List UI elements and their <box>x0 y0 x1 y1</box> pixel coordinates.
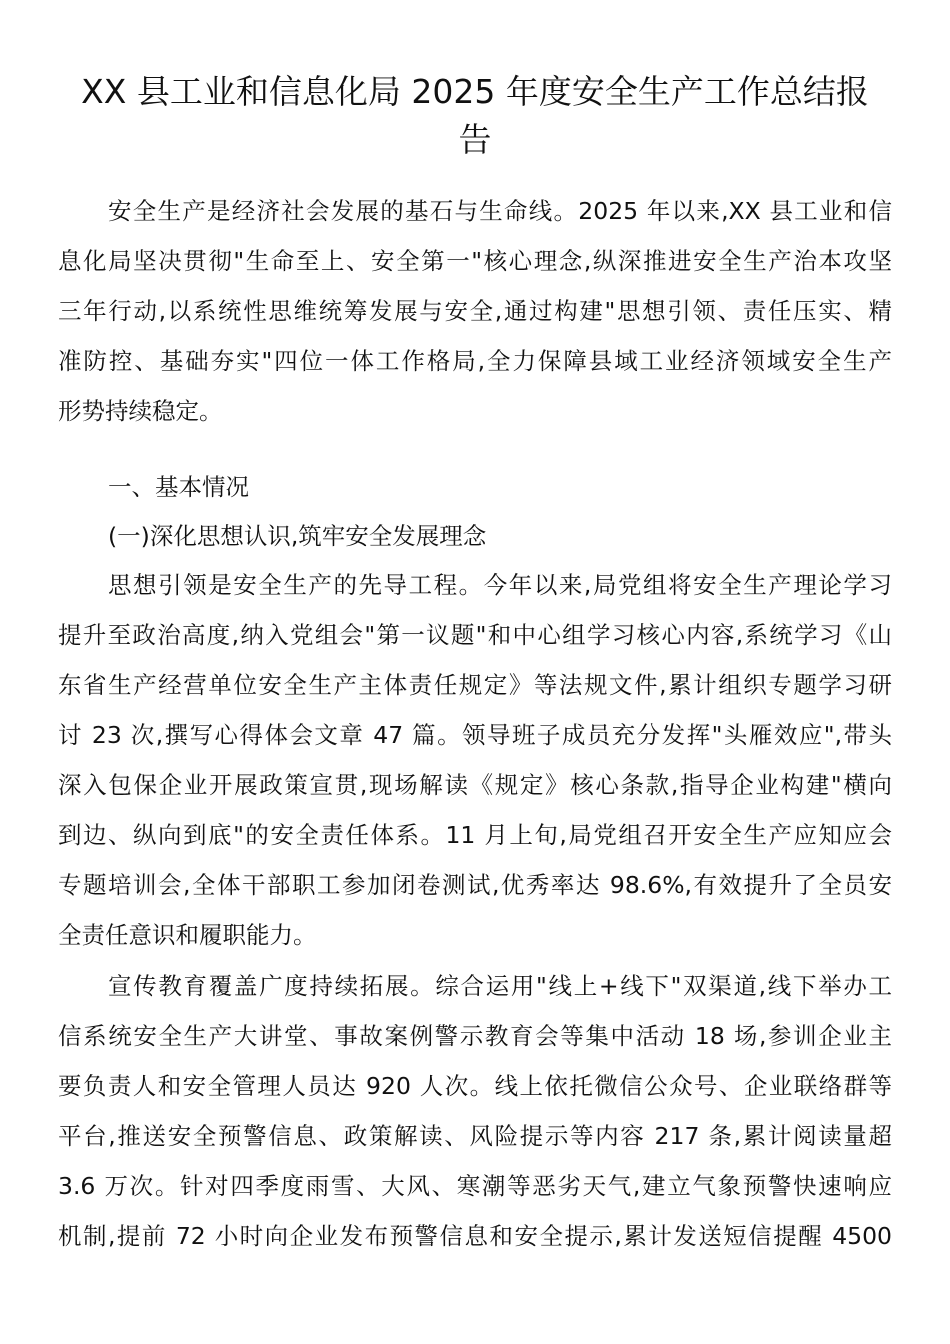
document-title-line-2: 告 <box>458 120 492 159</box>
intro-line: 安全生产是经济社会发展的基石与生命线。2025 年以来,XX 县工业和信 <box>108 197 892 225</box>
paragraph-line: 宣传教育覆盖广度持续拓展。综合运用"线上+线下"双渠道,线下举办工 <box>108 972 892 1000</box>
paragraph-line: 机制,提前 72 小时向企业发布预警信息和安全提示,累计发送短信提醒 4500 <box>58 1222 892 1250</box>
paragraph-line: 东省生产经营单位安全生产主体责任规定》等法规文件,累计组织专题学习研 <box>58 671 892 699</box>
paragraph-line: 提升至政治高度,纳入党组会"第一议题"和中心组学习核心内容,系统学习《山 <box>58 621 892 649</box>
paragraph-line: 要负责人和安全管理人员达 920 人次。线上依托微信公众号、企业联络群等 <box>58 1072 892 1100</box>
intro-line: 三年行动,以系统性思维统筹发展与安全,通过构建"思想引领、责任压实、精 <box>58 297 892 325</box>
paragraph-line: 讨 23 次,撰写心得体会文章 47 篇。领导班子成员充分发挥"头雁效应",带头 <box>58 721 892 749</box>
paragraph-line: 平台,推送安全预警信息、政策解读、风险提示等内容 217 条,累计阅读量超 <box>58 1122 892 1150</box>
intro-line: 息化局坚决贯彻"生命至上、安全第一"核心理念,纵深推进安全生产治本攻坚 <box>58 247 892 275</box>
paragraph-line: 深入包保企业开展政策宣贯,现场解读《规定》核心条款,指导企业构建"横向 <box>58 771 892 799</box>
paragraph-line: 3.6 万次。针对四季度雨雪、大风、寒潮等恶劣天气,建立气象预警快速响应 <box>58 1172 892 1200</box>
intro-line: 形势持续稳定。 <box>58 397 223 425</box>
subsection-heading: (一)深化思想认识,筑牢安全发展理念 <box>108 522 487 550</box>
document-title-line-1: XX 县工业和信息化局 2025 年度安全生产工作总结报 <box>81 72 869 111</box>
paragraph-line: 到边、纵向到底"的安全责任体系。11 月上旬,局党组召开安全生产应知应会 <box>58 821 892 849</box>
intro-line: 准防控、基础夯实"四位一体工作格局,全力保障县域工业经济领域安全生产 <box>58 347 892 375</box>
paragraph-line: 思想引领是安全生产的先导工程。今年以来,局党组将安全生产理论学习 <box>108 571 892 599</box>
paragraph-line: 全责任意识和履职能力。 <box>58 921 317 949</box>
section-heading: 一、基本情况 <box>108 473 249 501</box>
paragraph-line: 专题培训会,全体干部职工参加闭卷测试,优秀率达 98.6%,有效提升了全员安 <box>58 871 892 899</box>
paragraph-line: 信系统安全生产大讲堂、事故案例警示教育会等集中活动 18 场,参训企业主 <box>58 1022 892 1050</box>
